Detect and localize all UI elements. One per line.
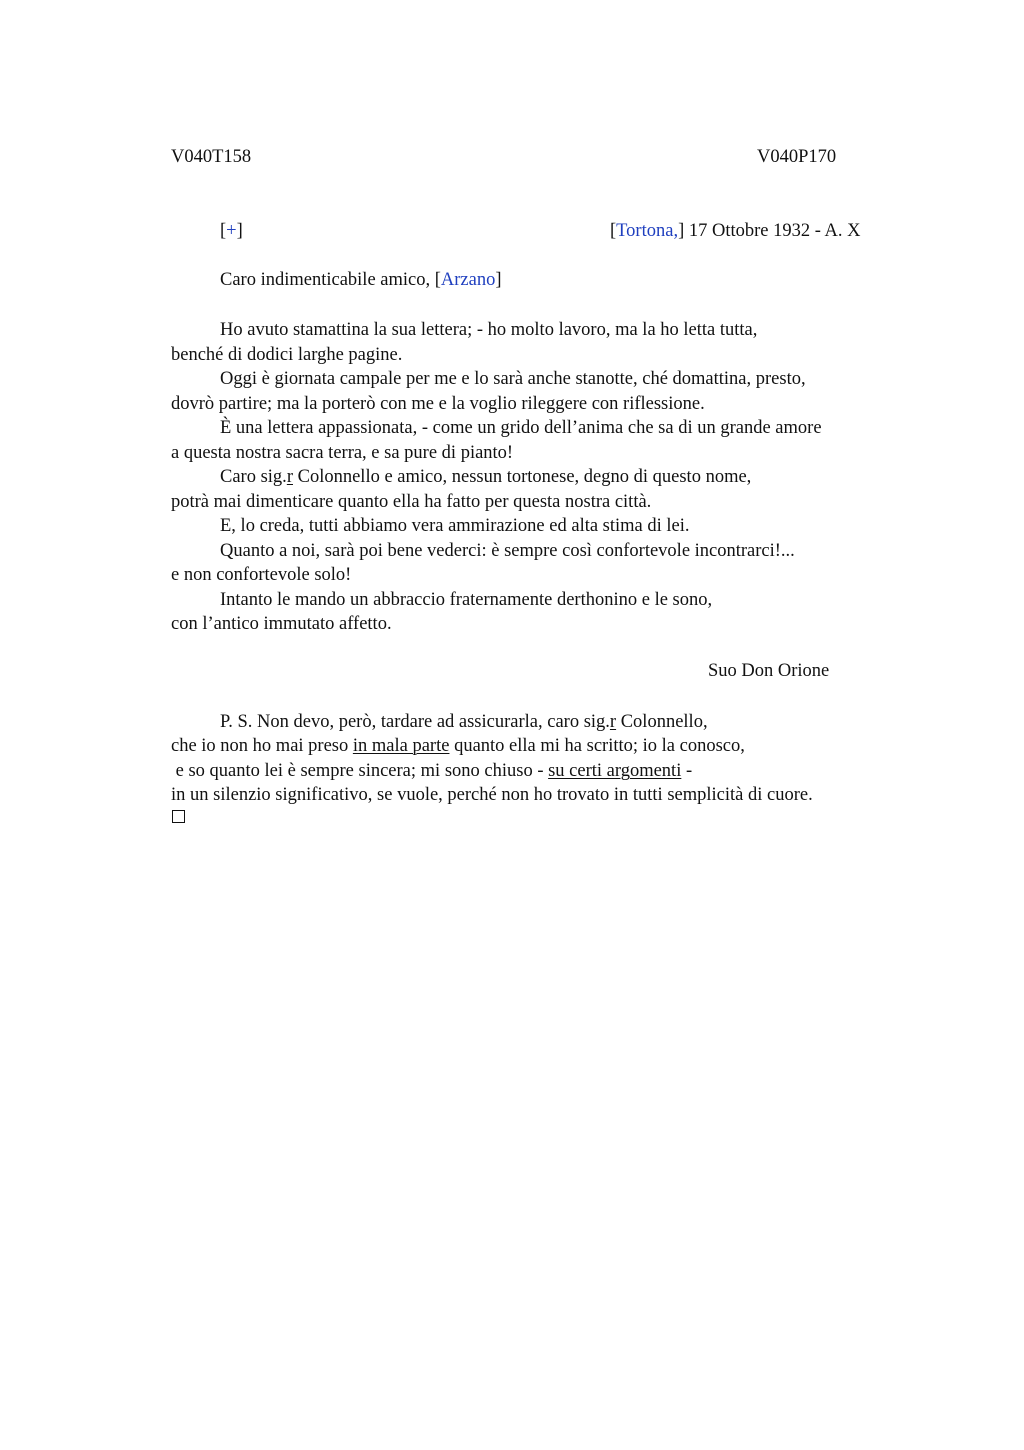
body-line: Intanto le mando un abbraccio fraternamente derthonino e le sono, xyxy=(220,590,713,610)
body-line: Oggi è giornata campale per me e lo sarà anche stanotte, ché domattina, presto, xyxy=(220,369,806,389)
body-line: È una lettera appassionata, - come un grido dell’anima che sa di un grande amore xyxy=(220,418,822,438)
body-line: Quanto a noi, sarà poi bene vederci: è sempre così confortevole incontrarci!... xyxy=(220,541,795,561)
signature: Suo Don Orione xyxy=(708,661,830,681)
letter-date: 17 Ottobre 1932 - A. X xyxy=(684,221,861,241)
document-code-left: V040T158 xyxy=(171,147,252,167)
body-line: a questa nostra sacra terra, e sa pure di pianto! xyxy=(171,443,514,463)
postscript-line: che io non ho mai preso in mala parte quanto ella mi ha scritto; io la conosco, xyxy=(171,736,745,756)
body-line: con l’antico immutato affetto. xyxy=(171,614,392,634)
body-line: Caro sig.r Colonnello e amico, nessun tortonese, degno di questo nome, xyxy=(220,467,752,487)
place-date: [Tortona,] 17 Ottobre 1932 - A. X xyxy=(610,221,861,241)
place-link[interactable]: Tortona, xyxy=(616,221,679,241)
cross-marker: [+] xyxy=(220,221,243,241)
underlined-phrase: su certi argomenti xyxy=(548,761,682,781)
body-line: dovrò partire; ma la porterò con me e la voglio rileggere con riflessione. xyxy=(171,394,705,414)
recipient-link[interactable]: Arzano xyxy=(440,270,496,290)
body-line: Ho avuto stamattina la sua lettera; - ho molto lavoro, ma la ho letta tutta, xyxy=(220,320,758,340)
postscript-line: e so quanto lei è sempre sincera; mi sono chiuso - su certi argomenti - xyxy=(171,761,693,781)
body-line: e non confortevole solo! xyxy=(171,565,352,585)
end-square-icon xyxy=(172,810,185,823)
body-line: E, lo creda, tutti abbiamo vera ammirazione ed alta stima di lei. xyxy=(220,516,690,536)
postscript-line: in un silenzio significativo, se vuole, perché non ho trovato in tutti semplicità di cuore. xyxy=(171,785,813,805)
postscript-line: P. S. Non devo, però, tardare ad assicurarla, caro sig.r Colonnello, xyxy=(220,712,708,732)
salutation: Caro indimenticabile amico, [Arzano] xyxy=(220,270,502,290)
cross-link[interactable]: + xyxy=(226,221,237,241)
document-code-right: V040P170 xyxy=(757,147,837,167)
body-line: potrà mai dimenticare quanto ella ha fatto per questa nostra città. xyxy=(171,492,652,512)
body-line: benché di dodici larghe pagine. xyxy=(171,345,403,365)
underlined-phrase: in mala parte xyxy=(352,736,450,756)
